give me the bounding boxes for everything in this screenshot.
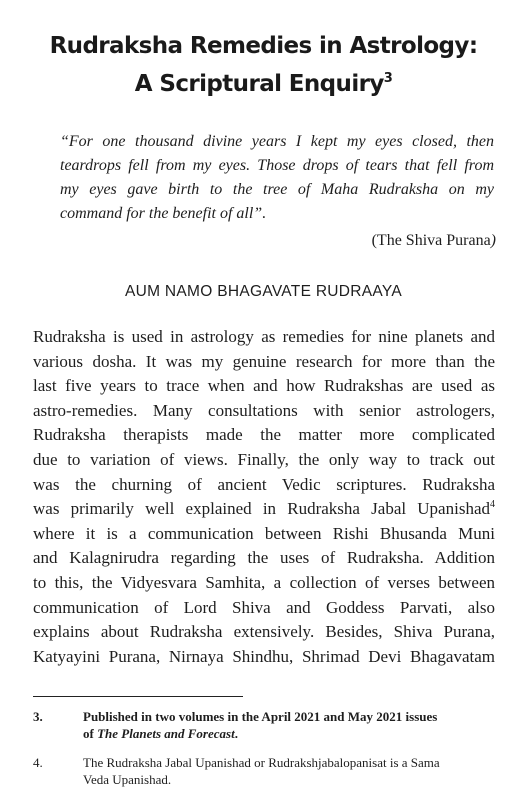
body-line: Rudraksha is used in astrology as remedies for nine planets and [33, 327, 495, 346]
body-line: explains about Rudraksha extensively. Besides, Shiva Purana, [33, 622, 495, 642]
footnote-number: 3. [33, 709, 43, 724]
title-footnote-marker: 3 [383, 71, 393, 86]
body-line-text: was primarily well explained in Rudraksha Jabal Upanishad [33, 499, 490, 519]
magazine-title: The Planets and Forecast [97, 726, 235, 741]
footnote-line: Published in two volumes in the April 2021 and May 2021 issues [83, 709, 438, 724]
epigraph-source-text: (The Shiva Purana [371, 232, 491, 249]
body-line: Katyayini Purana, Nirnaya Shindhu, Shrimad Devi Bhagavatam [33, 646, 495, 666]
footnote-text [83, 754, 495, 788]
footnote-line: The Rudraksha Jabal Upanishad or Rudrakshjabalopanisat is a Sama [83, 755, 440, 770]
body-line [33, 497, 495, 522]
epigraph-line: command for the benefit of all”. [60, 205, 267, 222]
chapter-title-line-2 [0, 71, 527, 97]
body-paragraph [33, 325, 495, 669]
body-line: due to variation of views. Finally, the only way to track out [33, 449, 495, 469]
epigraph-quote [60, 130, 494, 226]
body-line: communication of Lord Shiva and Goddess Parvati, also [33, 597, 495, 617]
chapter-title-line-1: Rudraksha Remedies in Astrology: [49, 33, 478, 59]
body-line: to this, the Vidyesvara Samhita, a collection of verses between [33, 572, 495, 592]
body-line: astro-remedies. Many consultations with senior astrologers, [33, 400, 495, 420]
mantra-heading: AUM NAMO BHAGAVATE RUDRAAYA [124, 283, 403, 300]
footnote-4 [33, 754, 495, 788]
footnote-divider [33, 696, 243, 697]
footnote-line: Veda Upanishad. [83, 772, 172, 787]
footnote-suffix: . [234, 726, 238, 741]
footnote-line [83, 725, 495, 742]
body-line: various dosha. It was my genuine research for more than the [33, 351, 495, 371]
body-line: last five years to trace when and how Rudrakshas are used as [33, 376, 495, 396]
epigraph-source [340, 232, 496, 250]
footnote-number: 4. [33, 755, 43, 770]
body-footnote-marker: 4 [490, 499, 495, 511]
body-line: where it is a communication between Rishi Bhusanda Muni [33, 523, 495, 543]
body-line: and Kalagnirudra regarding the uses of Rudraksha. Addition [33, 548, 495, 568]
chapter-title-text: A Scriptural Enquiry [134, 71, 384, 97]
epigraph-line: my eyes gave birth to the tree of Maha Rudraksha on my [60, 181, 494, 198]
epigraph-line: teardrops fell from my eyes. Those drops of tears that fell from [60, 157, 494, 174]
footnote-prefix: of [83, 726, 98, 741]
body-line: was the churning of ancient Vedic scriptures. Rudraksha [33, 474, 495, 494]
epigraph-line: “For one thousand divine years I kept my eyes closed, then [60, 133, 494, 150]
body-line: Rudraksha therapists made the matter more complicated [33, 425, 495, 445]
footnote-3 [33, 708, 495, 742]
epigraph-source-close: ) [490, 232, 496, 249]
footnote-text [83, 708, 495, 742]
